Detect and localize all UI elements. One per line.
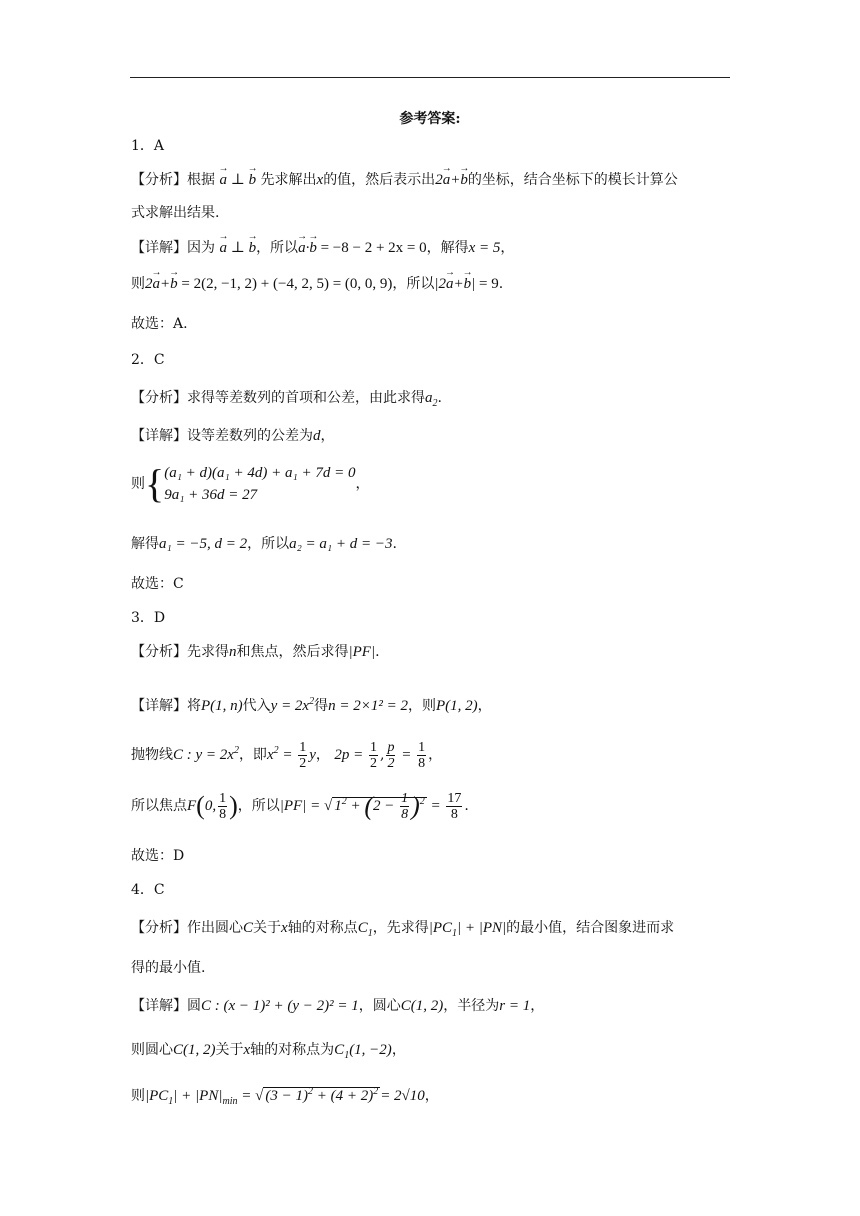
q3-focus: 所以焦点F(0, $\frac{1}{8}$ )，所以|PF| = √ $1^2 + (2$ − $\frac{1}{8}$ )$^2$ = $\frac{17}{8}$ .	[131, 790, 469, 823]
q1-coord-eq: = 2(2, −1, 2) + (−4, 2, 5) = (0, 0, 9)	[181, 276, 393, 292]
q3-detail-label: 【详解】	[131, 698, 187, 714]
q1-dot-eq: = −8 − 2 + 2x = 0	[320, 240, 427, 256]
q4-symmetric: 则圆心C(1, 2)关于x轴的对称点为$C_1(1$, −2)，	[131, 1042, 406, 1061]
q1-detail-line2: 则2→ a+→ b = 2(2, −1, 2) + (−4, 2, 5) = (0, 0, 9)，所以|2→ a+→ b| = 9.	[131, 274, 503, 294]
q2-solution: 解得a₁ = −5, d = 2，所以a₂ = a₁ + d = −3.	[131, 536, 397, 552]
q2-detail: 【详解】设等差数列的公差为d，	[131, 428, 335, 444]
q2-choice: 故选：C	[131, 576, 184, 592]
q1-perp-formula: → a ⊥ → b	[219, 172, 256, 188]
q3-parabola: 抛物线C : $y = 2x^2$，即$x^2$ = $\frac{1}{2}$ y， 2p = $\frac{1}{2}$ , $\frac{p}{2}$ = $\frac{1}{8}$ ，	[131, 739, 443, 771]
q3-choice: 故选：D	[131, 848, 185, 864]
q1-detail-label: 【详解】	[131, 240, 187, 256]
q2-number: 2．C	[131, 352, 165, 368]
q1-magnitude: = 9	[479, 276, 499, 292]
q2-detail-label: 【详解】	[131, 428, 187, 444]
q4-minimum: 则$|PC_1| + |PN|_{min}$ = √ $(3 - 1)^2 + (4 + 2)^2 = 2√10$，	[131, 1086, 439, 1107]
q4-analysis-line1: 【分析】作出圆心C关于x轴的对称点$C_1$，先求得$|PC_1| + |PN|$的最小值，结合图象进而求	[131, 920, 675, 939]
q4-detail-label: 【详解】	[131, 998, 187, 1014]
q2-analysis: 【分析】求得等差数列的首项和公差，由此求得$a_2$.	[131, 390, 442, 409]
q2-equation-2: 9a₁ + 36d = 27	[164, 487, 258, 503]
q3-number: 3．D	[131, 610, 166, 626]
q3-detail: 【详解】将P(1, n)代入$y = 2x^2$得n = 2×1² = 2，则P(1, 2)，	[131, 696, 492, 714]
page-title: 参考答案:	[399, 111, 461, 127]
q4-analysis-line2: 得的最小值.	[131, 960, 206, 976]
q1-analysis-line1: 【分析】根据 → a ⊥ → b 先求解出x的值，然后表示出2→ a+→ b的坐标，结合坐标下的模长计算公	[131, 170, 678, 190]
q1-number: 1．A	[131, 138, 165, 154]
q1-choice: 故选：A.	[131, 316, 188, 332]
q1-vec-expr: 2→ a+→ b	[435, 172, 468, 188]
q3-analysis-label: 【分析】	[131, 644, 187, 660]
q4-number: 4．C	[131, 882, 165, 898]
q1-analysis-line2: 式求解出结果.	[131, 205, 220, 221]
q4-detail-line1: 【详解】圆C : (x − 1)² + (y − 2)² = 1，圆心C(1, 2)，半径为r = 1，	[131, 998, 545, 1014]
header-rule	[130, 77, 730, 78]
q2-equation-1: (a₁ + d)(a₁ + 4d) + a₁ + 7d = 0	[164, 465, 356, 481]
q3-analysis: 【分析】先求得n和焦点，然后求得|PF|.	[131, 644, 380, 660]
q1-detail-line1: 【详解】因为 → a ⊥ → b，所以→ a·→ b = −8 − 2 + 2x = 0，解得x = 5，	[131, 238, 514, 258]
q2-system: 则{ (a₁ + d)(a₁ + 4d) + a₁ + 7d = 0 9a₁ + 36d = 27 ，	[131, 461, 370, 506]
q4-analysis-label: 【分析】	[131, 920, 187, 936]
left-brace: {	[145, 461, 165, 506]
q1-analysis-label: 【分析】	[131, 172, 187, 188]
q2-analysis-label: 【分析】	[131, 390, 187, 406]
